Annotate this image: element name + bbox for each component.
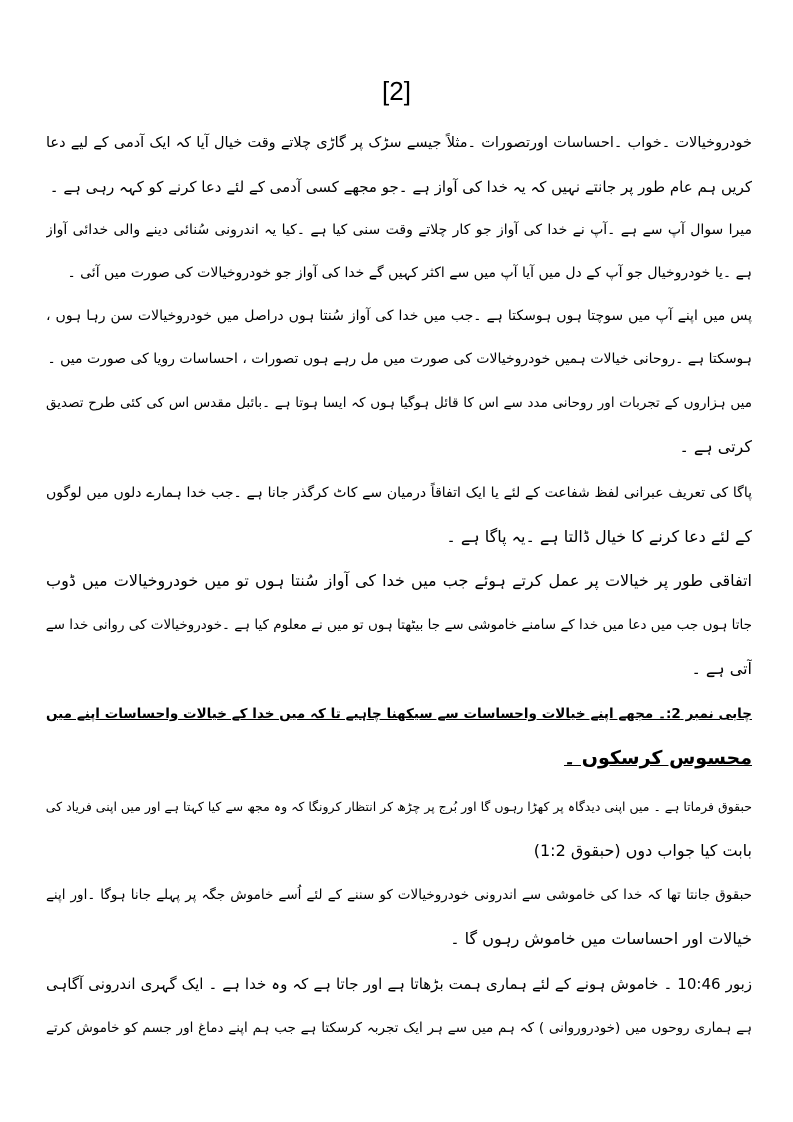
text-line: خیالات اور احساسات میں خاموش رہوں گا ۔: [450, 929, 752, 948]
text-line: میرا سوال آپ سے ہے ۔آپ نے خدا کی آواز جو کار چلاتے وقت سنی کیا ہے ۔کیا یہ اندرونی سُنائی دینے والی خدائی آواز: [46, 222, 752, 238]
text-line: ہوسکتا ہے ۔روحانی خیالات ہمیں خودروخیالات کی صورت میں مل رہے ہوں تصورات ، احساسات رویا کی صورت میں ۔: [47, 351, 752, 367]
text-line: پاگا کی تعریف عبرانی لفظ شفاعت کے لئے یا ایک اتفاقاً درمیان سے کاٹ کرگذر جانا ہے ۔جب خدا ہمارے دلوں میں لوگوں: [46, 485, 752, 501]
text-line: جاتا ہوں جب میں دعا میں خدا کے سامنے خاموشی سے جا بیٹھتا ہوں تو میں نے معلوم کیا ہے ۔خودروخیالات کی روانی خدا سے: [46, 617, 752, 633]
text-line: اتفاقی طور پر خیالات پر عمل کرتے ہوئے جب میں خدا کی آواز سُنتا ہوں تو میں خودروخیالات میں ڈوب: [46, 571, 752, 590]
text-line: بابت کیا جواب دوں (حبقوق 1:2): [533, 841, 752, 860]
text-line: آتی ہے ۔: [691, 659, 752, 678]
text-line: ہے ہماری روحوں میں (خودروروانی ) کہ ہم میں سے ہر ایک تجربہ کرسکتا ہے جب ہم اپنے دماغ اور جسم کو خاموش کرتے: [46, 1020, 752, 1036]
page-number: [2]: [382, 76, 411, 106]
text-line: کریں ہم عام طور پر جانتے نہیں کہ یہ خدا کی آواز ہے ۔جو مجھے کسی آدمی کے لئے دعا کرنے کو کہہ رہی ہے ۔: [49, 178, 752, 196]
text-line: حبقوق فرماتا ہے ۔ میں اپنی دیدگاہ پر کھڑا رہوں گا اور بُرج پر چڑھ کر انتظار کرونگا کہ وہ مجھ سے کیا کہتا ہے اور میں اپنی فریاد کی: [46, 799, 752, 814]
text-line: پس میں اپنے آپ میں سوچتا ہوں ہوسکتا ہے ۔جب میں خدا کی آواز سُنتا ہوں دراصل میں خودروخیالات سن رہا ہوں ،: [46, 308, 752, 324]
section-heading: چابی نمبر 2:۔ مجھے اپنے خیالات واحساسات سے سیکھنا چاہیے تا کہ میں خدا کے خیالات واحساسات اپنے میں: [46, 706, 752, 722]
text-line: ہے ۔یا خودروخیال جو آپ کے دل میں آیا آپ میں سے اکثر کہیں گے خدا کی آواز جو خودروخیالات کی صورت میں آئی ۔: [67, 265, 752, 281]
text-line: کے لئے دعا کرنے کا خیال ڈالتا ہے ۔یہ پاگا ہے ۔: [446, 527, 752, 546]
text-line: کرتی ہے ۔: [679, 437, 752, 456]
text-line: میں ہزاروں کے تجربات اور روحانی مدد سے اس کا قائل ہوگیا ہوں کہ ایسا ہوتا ہے ۔بائبل مقدس اس کی کئی طرح تصدیق: [46, 395, 752, 411]
text-line: حبقوق جانتا تھا کہ خدا کی خاموشی سے اندرونی خودروخیالات کو سننے کے لئے اُسے خاموش جگہ پر پہلے جانا ہوگا ۔اور اپنے: [46, 887, 752, 903]
text-line: خودروخیالات ۔خواب ۔احساسات اورتصورات ۔مثلاً جیسے سڑک پر گاڑی چلاتے وقت خیال آیا کہ ایک آدمی کے لیے دعا: [46, 135, 752, 151]
section-heading: محسوس کرسکوں ۔: [563, 747, 752, 769]
text-line: زبور 10:46 ۔ خاموش ہونے کے لئے ہماری ہمت بڑھاتا ہے اور جاتا ہے کہ وہ خدا ہے ۔ ایک گہری اندرونی آگاہی: [46, 975, 752, 993]
